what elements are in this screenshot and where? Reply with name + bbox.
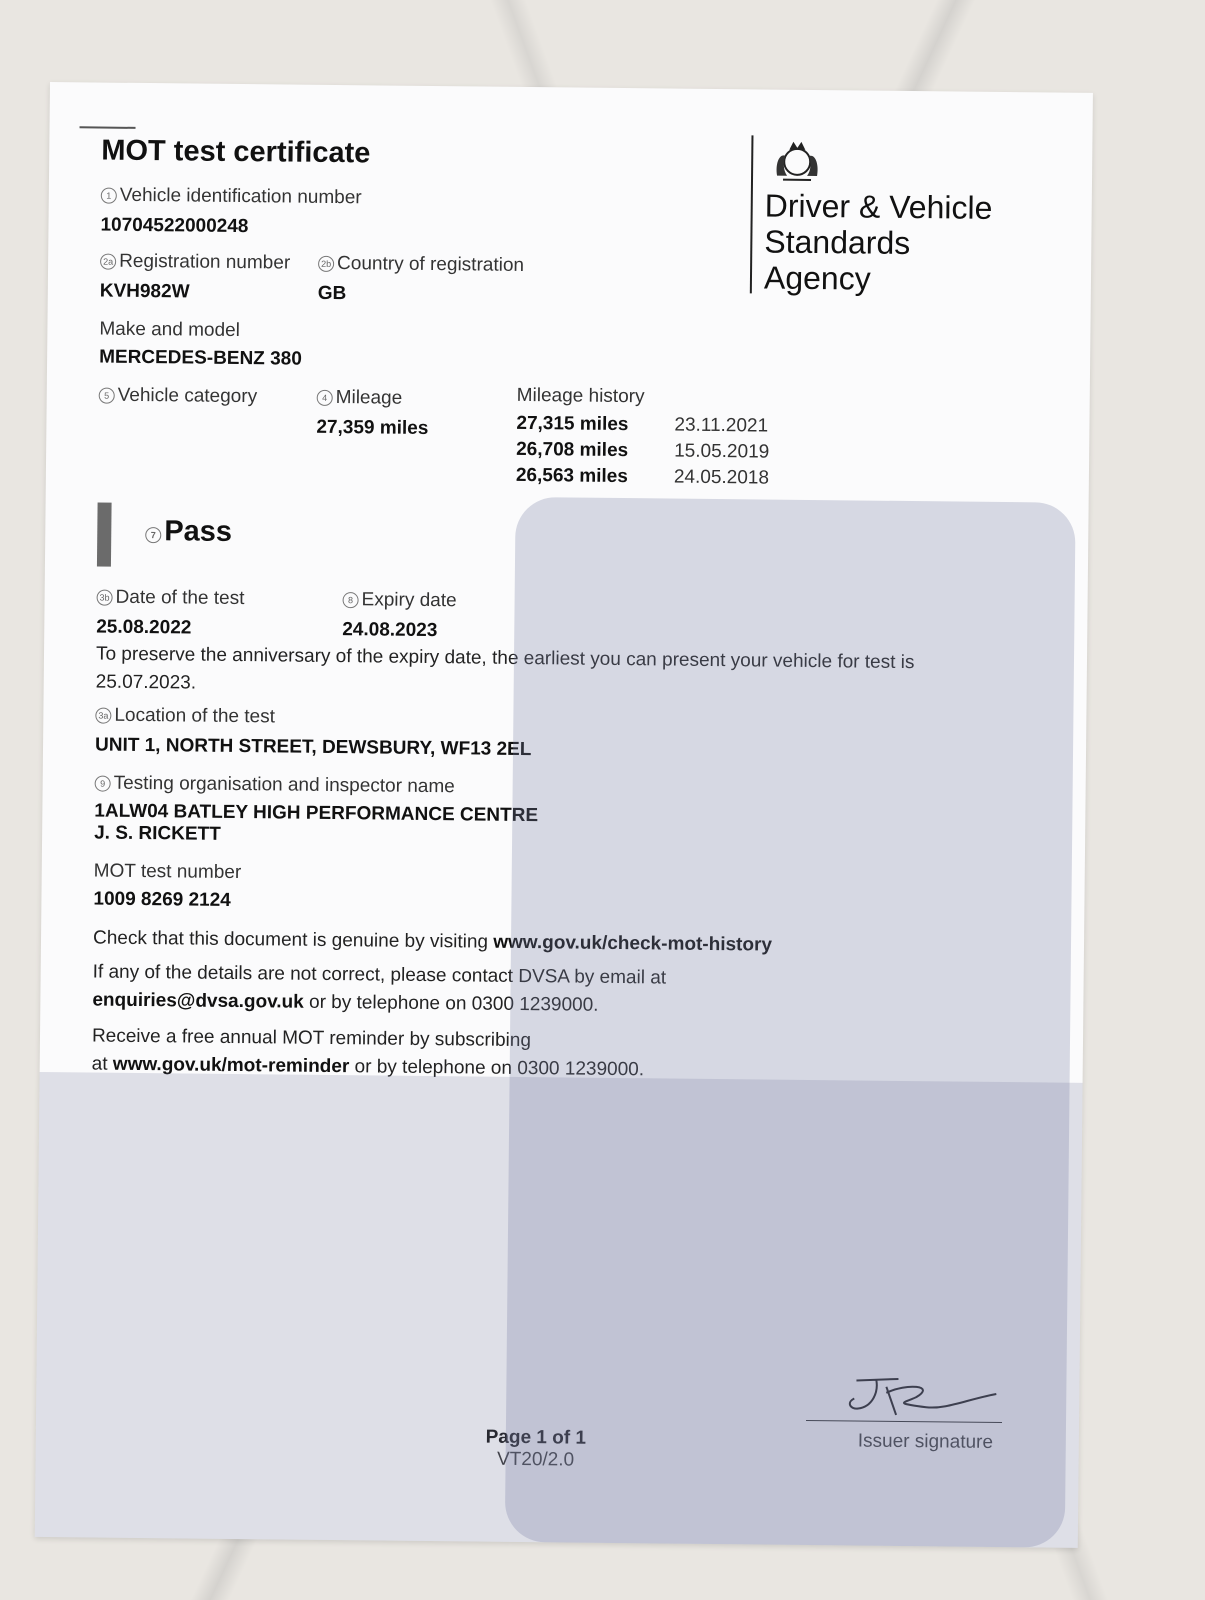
issuer-signature-drawing	[806, 1372, 1007, 1424]
mileage-history-row: 26,708 miles 15.05.2019	[516, 438, 770, 463]
location-label: 3a Location of the test	[95, 705, 275, 729]
mot-certificate-sheet	[35, 82, 1093, 1548]
royal-crest-icon	[767, 136, 827, 185]
mot-test-number-value: 1009 8269 2124	[93, 888, 231, 911]
contact-notice: If any of the details are not correct, please contact DVSA by email at enquiries@dvsa.gov.uk or by telephone on 0300 1239000.	[92, 961, 667, 1016]
vin-label: 1 Vehicle identification number	[101, 185, 362, 210]
make-model-label: Make and model	[99, 318, 240, 342]
reminder-notice: Receive a free annual MOT reminder by subscribing at www.gov.uk/mot-reminder or by telephone on 0300 1239000.	[91, 1025, 645, 1081]
expiry-date-value: 24.08.2023	[342, 619, 438, 642]
mot-test-number-label: MOT test number	[93, 860, 242, 884]
check-mot-history-link[interactable]: www.gov.uk/check-mot-history	[493, 931, 773, 956]
country-label: 2b Country of registration	[318, 253, 524, 277]
make-model-value: MERCEDES-BENZ 380	[99, 346, 302, 370]
header-rule	[80, 126, 136, 129]
mileage-history-list	[516, 413, 770, 494]
registration-value: KVH982W	[99, 280, 190, 303]
inspector-name: J. S. RICKETT	[94, 822, 221, 845]
testing-org-value: 1ALW04 BATLEY HIGH PERFORMANCE CENTRE	[94, 800, 539, 827]
test-result: 7 Pass	[145, 515, 232, 549]
page-footer	[475, 1427, 595, 1472]
photo-shadow-lower	[35, 1072, 1083, 1548]
dvsa-logo-bar	[750, 135, 754, 293]
mileage-value: 27,359 miles	[316, 416, 429, 439]
mileage-history-label: Mileage history	[516, 384, 645, 408]
mot-reminder-link[interactable]: www.gov.uk/mot-reminder	[112, 1053, 350, 1078]
mileage-label: 4 Mileage	[317, 387, 403, 410]
result-bar	[97, 503, 112, 567]
anniversary-notice: To preserve the anniversary of the expiry date, the earliest you can present your vehicle for test is 25.07.2023.	[95, 643, 915, 694]
testing-org-label: 9 Testing organisation and inspector name	[95, 773, 455, 799]
country-value: GB	[317, 282, 347, 305]
page-number: Page 1 of 1	[485, 1426, 587, 1449]
mileage-history-row: 27,315 miles 23.11.2021	[516, 412, 769, 437]
vehicle-category-label: 5 Vehicle category	[99, 385, 258, 409]
expiry-date-label: 8 Expiry date	[342, 589, 456, 612]
vin-value: 10704522000248	[100, 214, 249, 238]
genuine-check-notice: Check that this document is genuine by visiting www.gov.uk/check-mot-history	[92, 927, 773, 956]
registration-label: 2a Registration number	[100, 251, 290, 275]
dvsa-email-link[interactable]: enquiries@dvsa.gov.uk	[92, 989, 304, 1013]
issuer-signature-label: Issuer signature	[857, 1430, 994, 1453]
document-title: MOT test certificate	[101, 134, 371, 170]
mileage-history-row: 26,563 miles 24.05.2018	[515, 464, 770, 489]
form-code: VT20/2.0	[496, 1448, 575, 1471]
test-date-value: 25.08.2022	[96, 616, 192, 639]
dvsa-logo-text: Driver & Vehicle Standards Agency	[763, 187, 993, 297]
location-value: UNIT 1, NORTH STREET, DEWSBURY, WF13 2EL	[94, 734, 532, 761]
test-date-label: 3b Date of the test	[96, 587, 244, 611]
